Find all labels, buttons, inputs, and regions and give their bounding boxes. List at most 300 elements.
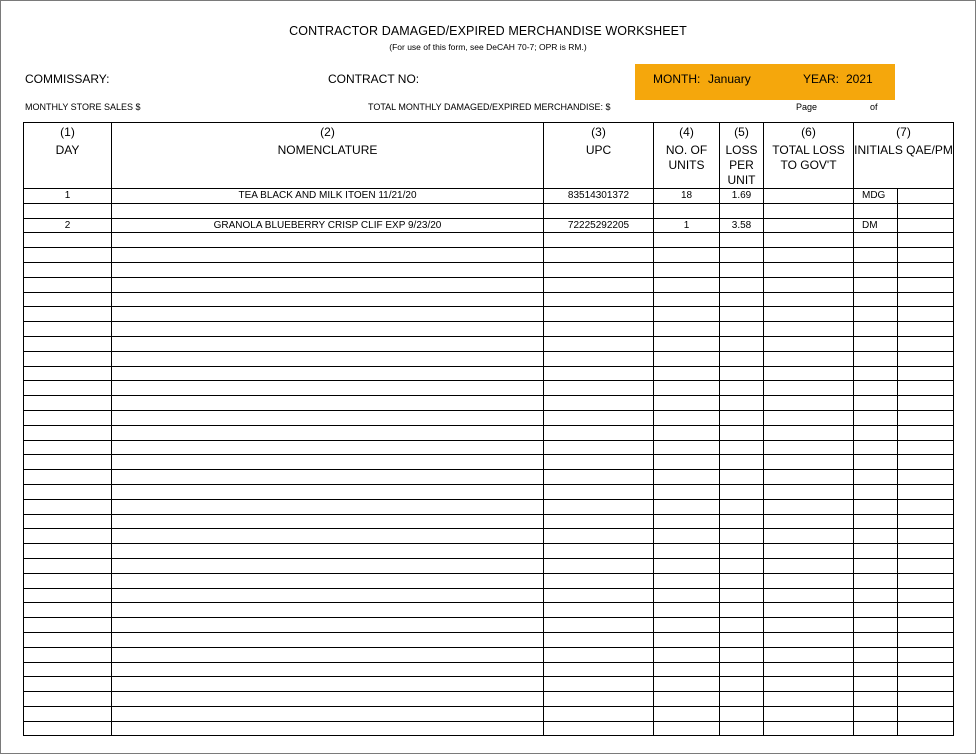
cell-init1 (854, 588, 898, 603)
month-value: January (708, 72, 751, 86)
cell-nomenclature (112, 573, 544, 588)
cell-init1 (854, 322, 898, 337)
cell-init2 (898, 203, 954, 218)
cell-upc (544, 440, 654, 455)
cell-init2 (898, 262, 954, 277)
cell-total (764, 529, 854, 544)
cell-upc (544, 677, 654, 692)
cell-nomenclature (112, 514, 544, 529)
cell-loss (720, 677, 764, 692)
cell-loss (720, 618, 764, 633)
cell-day (24, 410, 112, 425)
cell-init1 (854, 692, 898, 707)
cell-loss (720, 499, 764, 514)
cell-upc (544, 647, 654, 662)
cell-day (24, 322, 112, 337)
cell-day (24, 425, 112, 440)
cell-units (654, 233, 720, 248)
table-row (24, 721, 954, 736)
table-row (24, 499, 954, 514)
cell-day (24, 470, 112, 485)
header-initials-label: INITIALS QAE/PM (854, 143, 953, 157)
cell-day (24, 262, 112, 277)
table-row (24, 484, 954, 499)
cell-init1 (854, 307, 898, 322)
cell-upc (544, 618, 654, 633)
cell-total (764, 499, 854, 514)
cell-total (764, 632, 854, 647)
table-row (24, 336, 954, 351)
cell-day (24, 558, 112, 573)
cell-units (654, 558, 720, 573)
cell-loss (720, 396, 764, 411)
header-upc-label: UPC (585, 143, 612, 157)
cell-nomenclature (112, 425, 544, 440)
cell-init2 (898, 662, 954, 677)
cell-units (654, 706, 720, 721)
cell-init1: MDG (854, 189, 898, 204)
cell-day (24, 277, 112, 292)
cell-loss (720, 573, 764, 588)
table-row (24, 544, 954, 559)
cell-init2 (898, 455, 954, 470)
cell-units (654, 692, 720, 707)
header-day-number: (1) (60, 125, 75, 139)
cell-init2 (898, 425, 954, 440)
form-title: CONTRACTOR DAMAGED/EXPIRED MERCHANDISE WORKSHEET (289, 24, 687, 38)
cell-upc (544, 381, 654, 396)
cell-total (764, 396, 854, 411)
cell-init2 (898, 677, 954, 692)
year-label: YEAR: (803, 72, 840, 86)
cell-total (764, 603, 854, 618)
month-label: MONTH: (653, 72, 701, 86)
table-row (24, 410, 954, 425)
cell-init2 (898, 692, 954, 707)
cell-nomenclature: GRANOLA BLUEBERRY CRISP CLIF EXP 9/23/20 (112, 218, 544, 233)
cell-upc (544, 662, 654, 677)
table-row (24, 573, 954, 588)
cell-day (24, 484, 112, 499)
cell-loss (720, 470, 764, 485)
table-row (24, 588, 954, 603)
cell-loss (720, 262, 764, 277)
total-damaged-label: TOTAL MONTHLY DAMAGED/EXPIRED MERCHANDISE: $ (368, 102, 611, 112)
cell-init1 (854, 351, 898, 366)
table-row (24, 292, 954, 307)
cell-init1 (854, 440, 898, 455)
cell-nomenclature (112, 499, 544, 514)
cell-units (654, 677, 720, 692)
cell-loss (720, 544, 764, 559)
cell-init1 (854, 410, 898, 425)
cell-day (24, 366, 112, 381)
cell-units (654, 588, 720, 603)
cell-init1 (854, 248, 898, 263)
cell-day (24, 632, 112, 647)
cell-init1 (854, 514, 898, 529)
cell-upc (544, 322, 654, 337)
cell-init1 (854, 721, 898, 736)
cell-init2 (898, 440, 954, 455)
cell-init2 (898, 544, 954, 559)
cell-init2 (898, 484, 954, 499)
cell-units (654, 248, 720, 263)
cell-nomenclature (112, 322, 544, 337)
cell-nomenclature (112, 677, 544, 692)
cell-units (654, 455, 720, 470)
cell-day (24, 573, 112, 588)
header-row (24, 123, 954, 189)
cell-day (24, 351, 112, 366)
cell-units (654, 322, 720, 337)
cell-init1 (854, 706, 898, 721)
cell-init2 (898, 381, 954, 396)
cell-init1: DM (854, 218, 898, 233)
table-row (24, 647, 954, 662)
cell-upc: 83514301372 (544, 189, 654, 204)
cell-units (654, 470, 720, 485)
cell-loss (720, 706, 764, 721)
cell-units (654, 662, 720, 677)
header-initials-number: (7) (896, 125, 911, 139)
cell-total (764, 455, 854, 470)
cell-units (654, 425, 720, 440)
cell-upc (544, 233, 654, 248)
cell-day (24, 721, 112, 736)
header-units-label: NO. OF UNITS (665, 143, 708, 172)
cell-loss (720, 336, 764, 351)
cell-total (764, 203, 854, 218)
cell-loss (720, 632, 764, 647)
cell-nomenclature (112, 233, 544, 248)
cell-units (654, 396, 720, 411)
table-row (24, 233, 954, 248)
cell-nomenclature (112, 544, 544, 559)
cell-nomenclature (112, 558, 544, 573)
cell-day (24, 618, 112, 633)
table-row (24, 351, 954, 366)
cell-loss (720, 381, 764, 396)
table-row (24, 381, 954, 396)
cell-loss (720, 410, 764, 425)
cell-init2 (898, 470, 954, 485)
cell-total (764, 366, 854, 381)
table-row (24, 603, 954, 618)
table-row (24, 366, 954, 381)
header-day-label: DAY (55, 143, 80, 157)
cell-units (654, 366, 720, 381)
cell-init2 (898, 292, 954, 307)
cell-upc (544, 692, 654, 707)
cell-nomenclature (112, 470, 544, 485)
cell-upc (544, 499, 654, 514)
cell-init2 (898, 248, 954, 263)
year-value: 2021 (846, 72, 873, 86)
header-total-loss (764, 123, 854, 189)
cell-init1 (854, 233, 898, 248)
cell-upc (544, 410, 654, 425)
cell-loss (720, 603, 764, 618)
cell-init2 (898, 632, 954, 647)
cell-init1 (854, 647, 898, 662)
cell-total (764, 440, 854, 455)
table-row (24, 632, 954, 647)
cell-init1 (854, 603, 898, 618)
cell-day (24, 292, 112, 307)
cell-nomenclature (112, 396, 544, 411)
cell-init2 (898, 706, 954, 721)
cell-day (24, 455, 112, 470)
cell-loss (720, 662, 764, 677)
table-row (24, 455, 954, 470)
cell-units (654, 632, 720, 647)
cell-total (764, 647, 854, 662)
cell-day (24, 248, 112, 263)
cell-nomenclature (112, 277, 544, 292)
cell-init1 (854, 573, 898, 588)
header-loss-per-unit-label: LOSS PER UNIT (725, 143, 758, 187)
cell-total (764, 721, 854, 736)
cell-units (654, 647, 720, 662)
cell-day (24, 514, 112, 529)
cell-day (24, 233, 112, 248)
cell-init1 (854, 336, 898, 351)
cell-upc (544, 336, 654, 351)
cell-init2 (898, 603, 954, 618)
page-label: Page (796, 102, 818, 112)
header-day (24, 123, 112, 189)
table-row (24, 440, 954, 455)
cell-loss (720, 484, 764, 499)
commissary-label: COMMISSARY: (25, 72, 110, 86)
cell-init1 (854, 544, 898, 559)
cell-init2 (898, 529, 954, 544)
cell-init2 (898, 721, 954, 736)
cell-init2 (898, 647, 954, 662)
cell-total (764, 336, 854, 351)
cell-total (764, 588, 854, 603)
cell-nomenclature (112, 366, 544, 381)
cell-total (764, 292, 854, 307)
cell-nomenclature (112, 351, 544, 366)
cell-total (764, 218, 854, 233)
cell-total (764, 307, 854, 322)
cell-total (764, 248, 854, 263)
cell-nomenclature (112, 307, 544, 322)
cell-day (24, 499, 112, 514)
cell-init2 (898, 499, 954, 514)
cell-init1 (854, 425, 898, 440)
header-nomenclature-label: NOMENCLATURE (277, 143, 378, 157)
table-row (24, 618, 954, 633)
cell-loss (720, 440, 764, 455)
cell-day (24, 588, 112, 603)
cell-init2 (898, 558, 954, 573)
table-row (24, 189, 954, 204)
cell-total (764, 381, 854, 396)
cell-init2 (898, 277, 954, 292)
cell-init2 (898, 336, 954, 351)
cell-upc (544, 470, 654, 485)
cell-units (654, 410, 720, 425)
cell-nomenclature (112, 336, 544, 351)
header-nomenclature-number: (2) (320, 125, 335, 139)
cell-total (764, 262, 854, 277)
header-loss-per-unit (720, 123, 764, 189)
cell-total (764, 558, 854, 573)
cell-loss (720, 514, 764, 529)
cell-init1 (854, 499, 898, 514)
cell-init1 (854, 618, 898, 633)
cell-init1 (854, 396, 898, 411)
table-row (24, 470, 954, 485)
cell-init2 (898, 189, 954, 204)
cell-day: 2 (24, 218, 112, 233)
cell-loss (720, 322, 764, 337)
monthly-sales-label: MONTHLY STORE SALES $ (25, 102, 141, 112)
cell-total (764, 189, 854, 204)
table-row (24, 203, 954, 218)
cell-nomenclature (112, 706, 544, 721)
cell-units (654, 529, 720, 544)
cell-init1 (854, 203, 898, 218)
header-units-number: (4) (679, 125, 694, 139)
cell-loss (720, 692, 764, 707)
cell-upc (544, 588, 654, 603)
cell-upc (544, 603, 654, 618)
cell-nomenclature (112, 248, 544, 263)
cell-init2 (898, 351, 954, 366)
cell-total (764, 484, 854, 499)
cell-init1 (854, 455, 898, 470)
table-row (24, 307, 954, 322)
cell-loss: 3.58 (720, 218, 764, 233)
form-subtitle: (For use of this form, see DeCAH 70-7; OPR is RM.) (389, 42, 587, 52)
cell-day (24, 706, 112, 721)
table-row (24, 677, 954, 692)
cell-total (764, 470, 854, 485)
cell-init2 (898, 514, 954, 529)
cell-init2 (898, 233, 954, 248)
cell-init2 (898, 396, 954, 411)
table-row (24, 706, 954, 721)
cell-units (654, 277, 720, 292)
cell-total (764, 677, 854, 692)
cell-upc (544, 262, 654, 277)
cell-init1 (854, 558, 898, 573)
table-row (24, 322, 954, 337)
cell-total (764, 233, 854, 248)
cell-units (654, 721, 720, 736)
cell-init2 (898, 618, 954, 633)
cell-upc (544, 396, 654, 411)
cell-init1 (854, 277, 898, 292)
cell-upc (544, 558, 654, 573)
table-row (24, 248, 954, 263)
table-row (24, 558, 954, 573)
table-row (24, 396, 954, 411)
cell-init1 (854, 366, 898, 381)
cell-units (654, 336, 720, 351)
cell-nomenclature (112, 588, 544, 603)
cell-nomenclature (112, 455, 544, 470)
table-row (24, 692, 954, 707)
cell-init1 (854, 381, 898, 396)
cell-units: 18 (654, 189, 720, 204)
cell-total (764, 351, 854, 366)
header-nomenclature (112, 123, 544, 189)
cell-upc (544, 248, 654, 263)
cell-nomenclature (112, 692, 544, 707)
cell-units (654, 499, 720, 514)
cell-units (654, 292, 720, 307)
cell-total (764, 706, 854, 721)
cell-loss (720, 248, 764, 263)
cell-day: 1 (24, 189, 112, 204)
cell-init2 (898, 588, 954, 603)
cell-day (24, 544, 112, 559)
table-body (24, 189, 954, 736)
cell-nomenclature (112, 632, 544, 647)
cell-nomenclature (112, 262, 544, 277)
cell-units (654, 440, 720, 455)
cell-upc (544, 425, 654, 440)
cell-loss (720, 529, 764, 544)
cell-loss (720, 277, 764, 292)
cell-nomenclature (112, 381, 544, 396)
cell-day (24, 396, 112, 411)
cell-units (654, 603, 720, 618)
cell-init1 (854, 484, 898, 499)
cell-total (764, 573, 854, 588)
cell-init1 (854, 292, 898, 307)
cell-day (24, 529, 112, 544)
cell-loss (720, 647, 764, 662)
header-loss-per-unit-number: (5) (734, 125, 749, 139)
cell-day (24, 381, 112, 396)
cell-nomenclature (112, 721, 544, 736)
cell-units (654, 203, 720, 218)
cell-nomenclature (112, 662, 544, 677)
cell-loss (720, 203, 764, 218)
cell-nomenclature (112, 410, 544, 425)
cell-upc (544, 514, 654, 529)
cell-nomenclature (112, 647, 544, 662)
table-row (24, 425, 954, 440)
cell-loss (720, 233, 764, 248)
cell-upc (544, 573, 654, 588)
cell-units (654, 573, 720, 588)
cell-init1 (854, 677, 898, 692)
cell-init2 (898, 322, 954, 337)
table-row (24, 218, 954, 233)
header-upc-number: (3) (591, 125, 606, 139)
cell-init2 (898, 307, 954, 322)
merchandise-table (23, 122, 954, 736)
cell-init1 (854, 632, 898, 647)
cell-upc (544, 203, 654, 218)
cell-loss (720, 366, 764, 381)
cell-units (654, 307, 720, 322)
cell-upc (544, 366, 654, 381)
header-units (654, 123, 720, 189)
cell-day (24, 336, 112, 351)
cell-day (24, 662, 112, 677)
cell-total (764, 425, 854, 440)
cell-upc (544, 455, 654, 470)
cell-nomenclature (112, 603, 544, 618)
